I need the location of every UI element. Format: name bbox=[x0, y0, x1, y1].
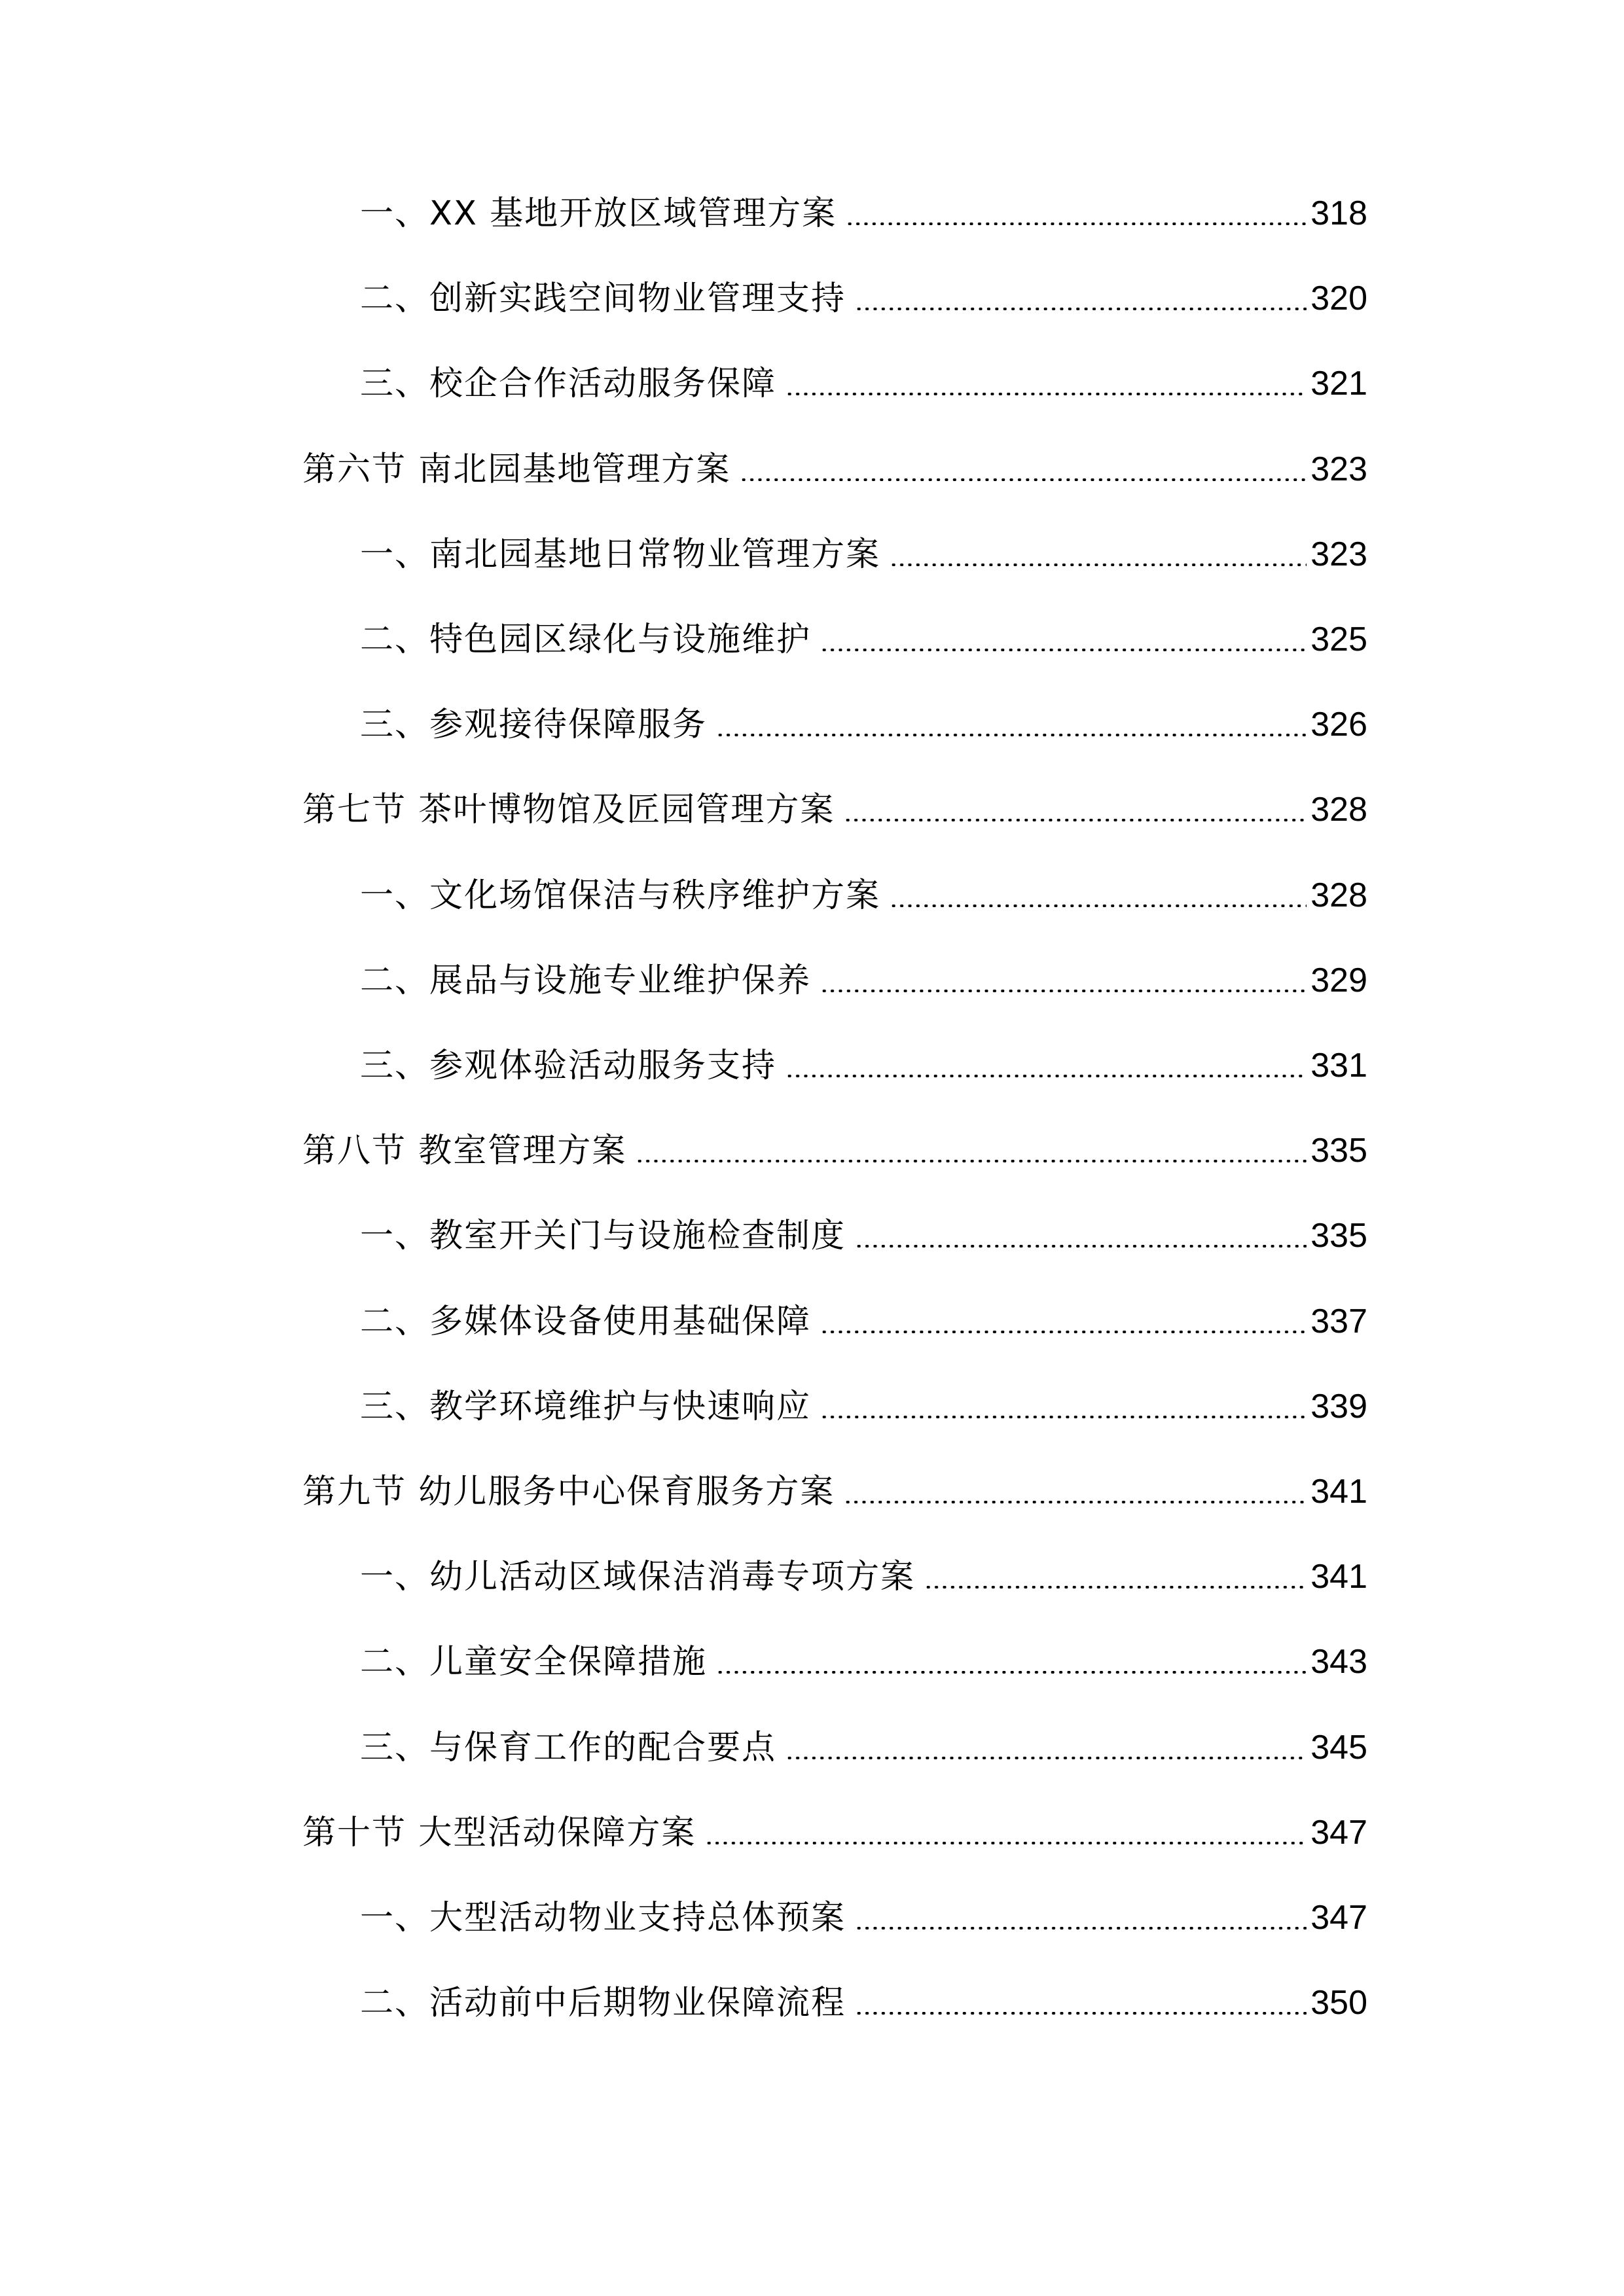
toc-subsection-entry bbox=[360, 869, 1367, 922]
toc-entry-title: 三、校企合作活动服务保障 bbox=[360, 365, 777, 404]
dot-leader bbox=[820, 990, 1307, 992]
toc-section-entry bbox=[302, 1806, 1367, 1859]
toc-subsection-entry bbox=[360, 698, 1367, 751]
toc-page-number: 345 bbox=[1310, 1728, 1367, 1767]
toc-entry-title: 第六节 南北园基地管理方案 bbox=[302, 450, 731, 489]
toc-subsection-entry bbox=[360, 357, 1367, 410]
toc-entry-title: 一、XX 基地开放区域管理方案 bbox=[360, 194, 837, 233]
toc-entry-title: 三、与保育工作的配合要点 bbox=[360, 1728, 777, 1767]
dot-leader bbox=[855, 1245, 1307, 1247]
dot-leader bbox=[855, 1927, 1307, 1929]
toc-page-number: 329 bbox=[1310, 961, 1367, 999]
toc-section-entry bbox=[302, 1124, 1367, 1177]
dot-leader bbox=[844, 819, 1307, 821]
toc-entry-title: 三、教学环境维护与快速响应 bbox=[360, 1387, 812, 1426]
toc-entry-title: 第七节 茶叶博物馆及匠园管理方案 bbox=[302, 791, 835, 830]
toc-section-entry bbox=[302, 1465, 1367, 1518]
toc-page-number: 326 bbox=[1310, 706, 1367, 744]
toc-entry-title: 一、南北园基地日常物业管理方案 bbox=[360, 535, 881, 574]
dot-leader bbox=[705, 1842, 1307, 1844]
toc-page-number: 328 bbox=[1310, 876, 1367, 914]
dot-leader bbox=[785, 393, 1307, 395]
toc-entry-title: 二、展品与设施专业维护保养 bbox=[360, 961, 812, 1000]
toc-page-number: 343 bbox=[1310, 1643, 1367, 1681]
toc-subsection-entry bbox=[360, 1977, 1367, 2029]
dot-leader bbox=[846, 223, 1307, 225]
dot-leader bbox=[716, 734, 1307, 736]
dot-leader bbox=[855, 308, 1307, 310]
toc-subsection-entry bbox=[360, 1380, 1367, 1433]
dot-leader bbox=[716, 1671, 1307, 1674]
toc-page-number: 331 bbox=[1310, 1047, 1367, 1085]
toc-page-number: 321 bbox=[1310, 365, 1367, 403]
toc-entry-title: 二、儿童安全保障措施 bbox=[360, 1643, 708, 1682]
toc-entry-title: 二、活动前中后期物业保障流程 bbox=[360, 1984, 846, 2023]
toc-entry-title: 一、文化场馆保洁与秩序维护方案 bbox=[360, 876, 881, 915]
dot-leader bbox=[636, 1160, 1307, 1162]
toc-page-number: 347 bbox=[1310, 1813, 1367, 1852]
toc-subsection-entry bbox=[360, 187, 1367, 240]
toc-page-number: 320 bbox=[1310, 279, 1367, 318]
toc-page-number: 323 bbox=[1310, 535, 1367, 573]
dot-leader bbox=[890, 564, 1307, 566]
toc-entry-title: 二、创新实践空间物业管理支持 bbox=[360, 279, 846, 319]
toc-page-number: 341 bbox=[1310, 1558, 1367, 1596]
dot-leader bbox=[740, 478, 1307, 481]
toc-section-entry bbox=[302, 443, 1367, 495]
toc-entry-title: 第十节 大型活动保障方案 bbox=[302, 1813, 696, 1852]
toc-page-number: 341 bbox=[1310, 1473, 1367, 1511]
dot-leader bbox=[855, 2012, 1307, 2015]
toc-entry-title: 第九节 幼儿服务中心保育服务方案 bbox=[302, 1473, 835, 1511]
toc-subsection-entry bbox=[360, 1551, 1367, 1603]
toc-page-number: 339 bbox=[1310, 1387, 1367, 1426]
toc-entry-title: 三、参观体验活动服务支持 bbox=[360, 1047, 777, 1085]
dot-leader bbox=[820, 1331, 1307, 1333]
toc-subsection-entry bbox=[360, 272, 1367, 325]
toc-entry-title: 一、幼儿活动区域保洁消毒专项方案 bbox=[360, 1558, 916, 1597]
dot-leader bbox=[785, 1757, 1307, 1759]
toc-page-number: 328 bbox=[1310, 791, 1367, 829]
toc-subsection-entry bbox=[360, 528, 1367, 581]
toc-section-entry bbox=[302, 783, 1367, 836]
dot-leader bbox=[820, 649, 1307, 651]
toc-subsection-entry bbox=[360, 1039, 1367, 1092]
toc-entry-title: 三、参观接待保障服务 bbox=[360, 706, 708, 745]
toc-subsection-entry bbox=[360, 1210, 1367, 1262]
toc-entry-title: 一、教室开关门与设施检查制度 bbox=[360, 1217, 846, 1256]
toc-subsection-entry bbox=[360, 1892, 1367, 1944]
toc-subsection-entry bbox=[360, 613, 1367, 666]
toc-subsection-entry bbox=[360, 1636, 1367, 1688]
toc-subsection-entry bbox=[360, 1721, 1367, 1774]
dot-leader bbox=[890, 905, 1307, 907]
toc-page-number: 323 bbox=[1310, 450, 1367, 488]
toc-page-number: 325 bbox=[1310, 620, 1367, 658]
toc-entry-title: 二、多媒体设备使用基础保障 bbox=[360, 1302, 812, 1341]
toc-entry-title: 第八节 教室管理方案 bbox=[302, 1132, 627, 1171]
dot-leader bbox=[785, 1075, 1307, 1077]
toc-entry-title: 一、大型活动物业支持总体预案 bbox=[360, 1899, 846, 1937]
dot-leader bbox=[820, 1416, 1307, 1418]
toc-page-number: 350 bbox=[1310, 1984, 1367, 2022]
toc-page-number: 335 bbox=[1310, 1132, 1367, 1170]
toc-page-number: 318 bbox=[1310, 194, 1367, 232]
dot-leader bbox=[844, 1501, 1307, 1503]
toc-page-number: 335 bbox=[1310, 1217, 1367, 1255]
toc-subsection-entry bbox=[360, 1295, 1367, 1348]
toc-entry-title: 二、特色园区绿化与设施维护 bbox=[360, 620, 812, 659]
toc-subsection-entry bbox=[360, 954, 1367, 1007]
toc-page-number: 337 bbox=[1310, 1302, 1367, 1340]
dot-leader bbox=[924, 1586, 1307, 1588]
toc-page-number: 347 bbox=[1310, 1899, 1367, 1937]
